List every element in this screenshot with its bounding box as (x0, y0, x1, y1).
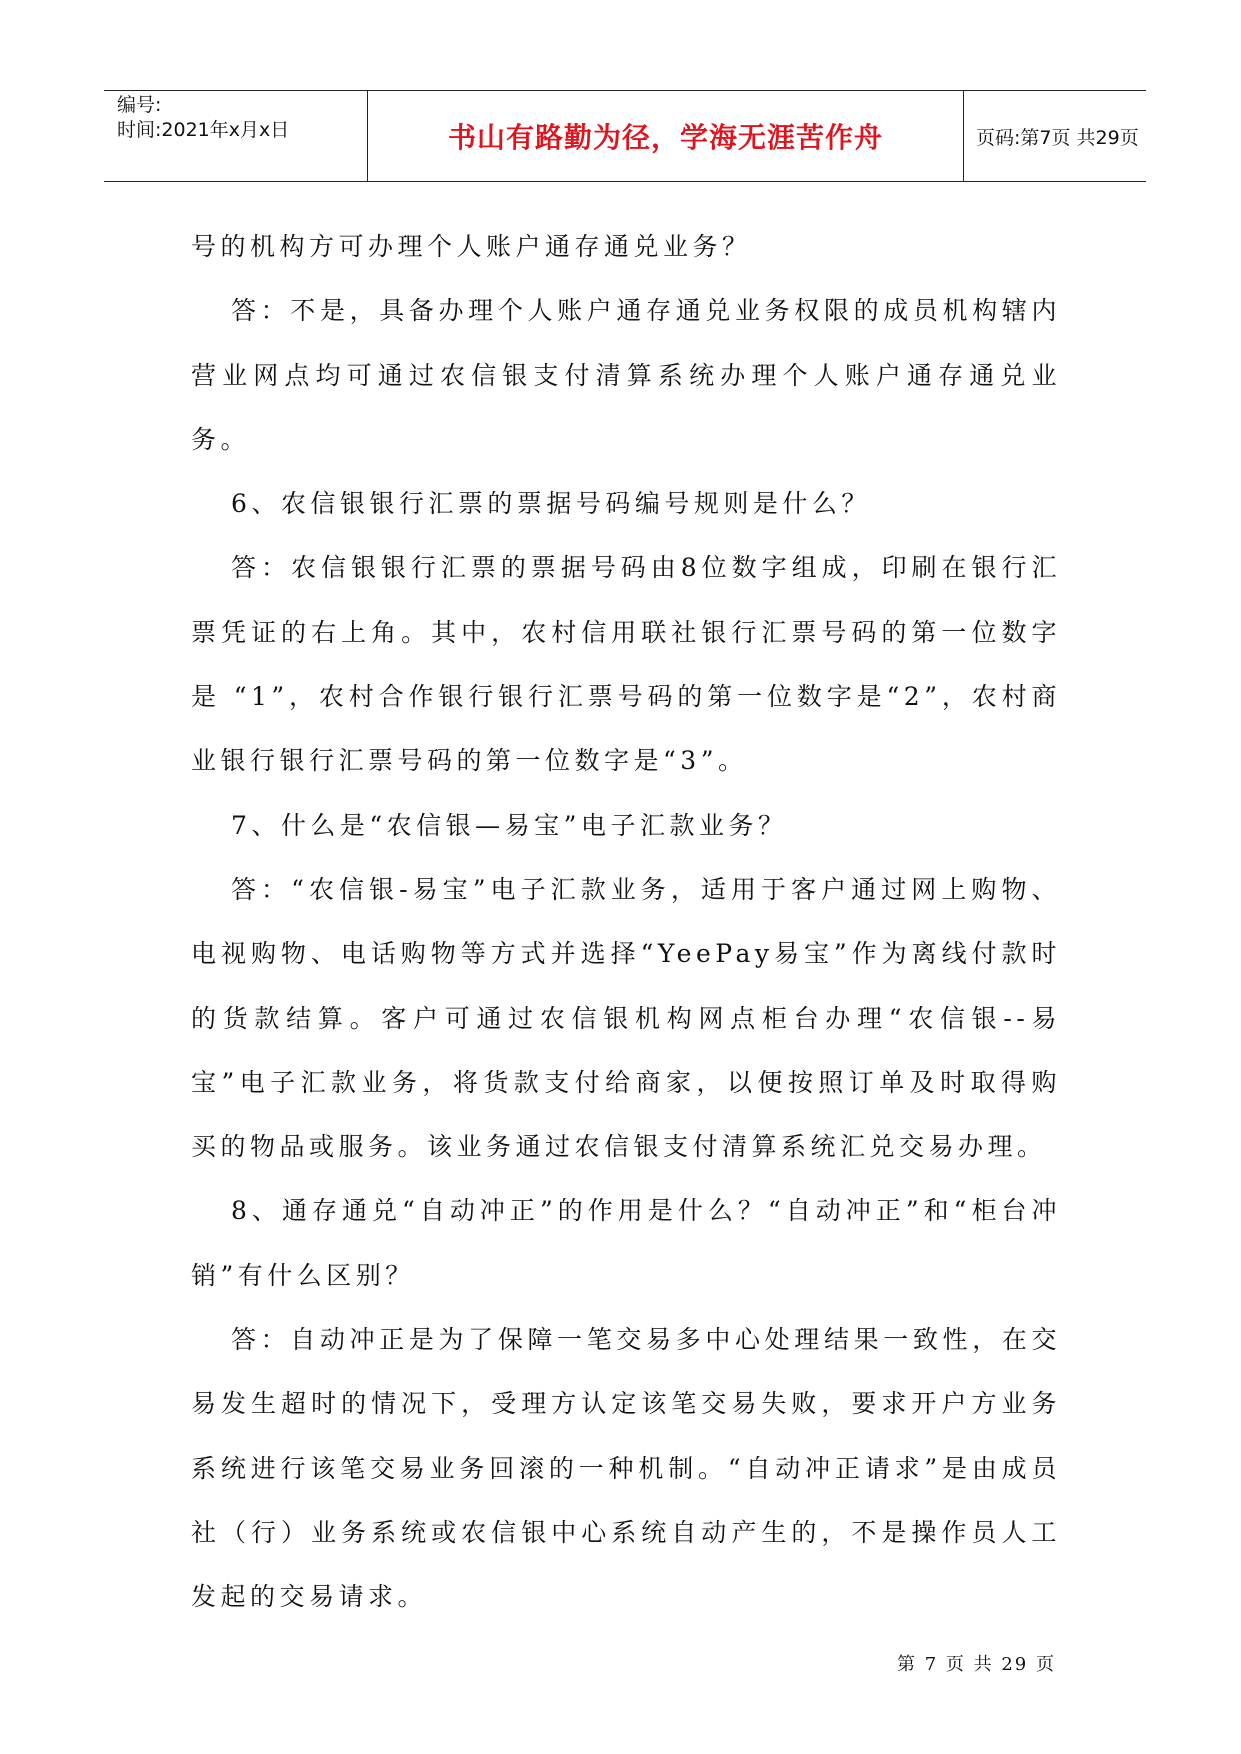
header-page-cell (964, 91, 1146, 181)
motto: 书山有路勤为径，学海无涯苦作舟 (447, 121, 883, 154)
header-motto-cell (368, 91, 964, 181)
document-date: 时间:2021年x月x日 (117, 119, 290, 141)
paragraph: 答：不是，具备办理个人账户通存通兑业务权限的成员机构辖内营业网点均可通过农信银支付清算系统办理个人账户通存通兑业务。 (191, 296, 1061, 454)
paragraph: 答：自动冲正是为了保障一笔交易多中心处理结果一致性，在交易发生超时的情况下，受理方认定该笔交易失败，要求开户方业务系统进行该笔交易业务回滚的一种机制。“自动冲正请求”是由成员社（行）业务系统或农信银中心系统自动产生的，不是操作员人工发起的交易请求。 (191, 1325, 1061, 1612)
document-number: 编号: (117, 94, 162, 116)
header-meta (104, 91, 368, 181)
paragraph: 答：“农信银-易宝”电子汇款业务，适用于客户通过网上购物、电视购物、电话购物等方式并选择“YeePay易宝”作为离线付款时的货款结算。客户可通过农信银机构网点柜台办理“农信银--易宝”电子汇款业务，将货款支付给商家，以便按照订单及时取得购买的物品或服务。该业务通过农信银支付清算系统汇兑交易办理。 (191, 874, 1061, 1162)
paragraph: 答：农信银银行汇票的票据号码由8位数字组成，印刷在银行汇票凭证的右上角。其中，农村信用联社银行汇票号码的第一位数字是 “1”，农村合作银行银行汇票号码的第一位数字是“2”，农村商业银行银行汇票号码的第一位数字是“3”。 (191, 553, 1061, 776)
page-footer: 第 7 页 共 29 页 (897, 1654, 1056, 1675)
page-header (104, 90, 1146, 182)
question-heading: 8、通存通兑“自动冲正”的作用是什么？“自动冲正”和“柜台冲销”有什么区别？ (191, 1196, 1061, 1290)
paragraph: 号的机构方可办理个人账户通存通兑业务？ (191, 232, 752, 261)
page-code: 页码:第7页 共29页 (976, 126, 1139, 149)
question-heading: 7、什么是“农信银—易宝”电子汇款业务？ (231, 810, 788, 840)
question-heading: 6、农信银银行汇票的票据号码编号规则是什么？ (231, 489, 871, 519)
document-body (191, 215, 1061, 1630)
